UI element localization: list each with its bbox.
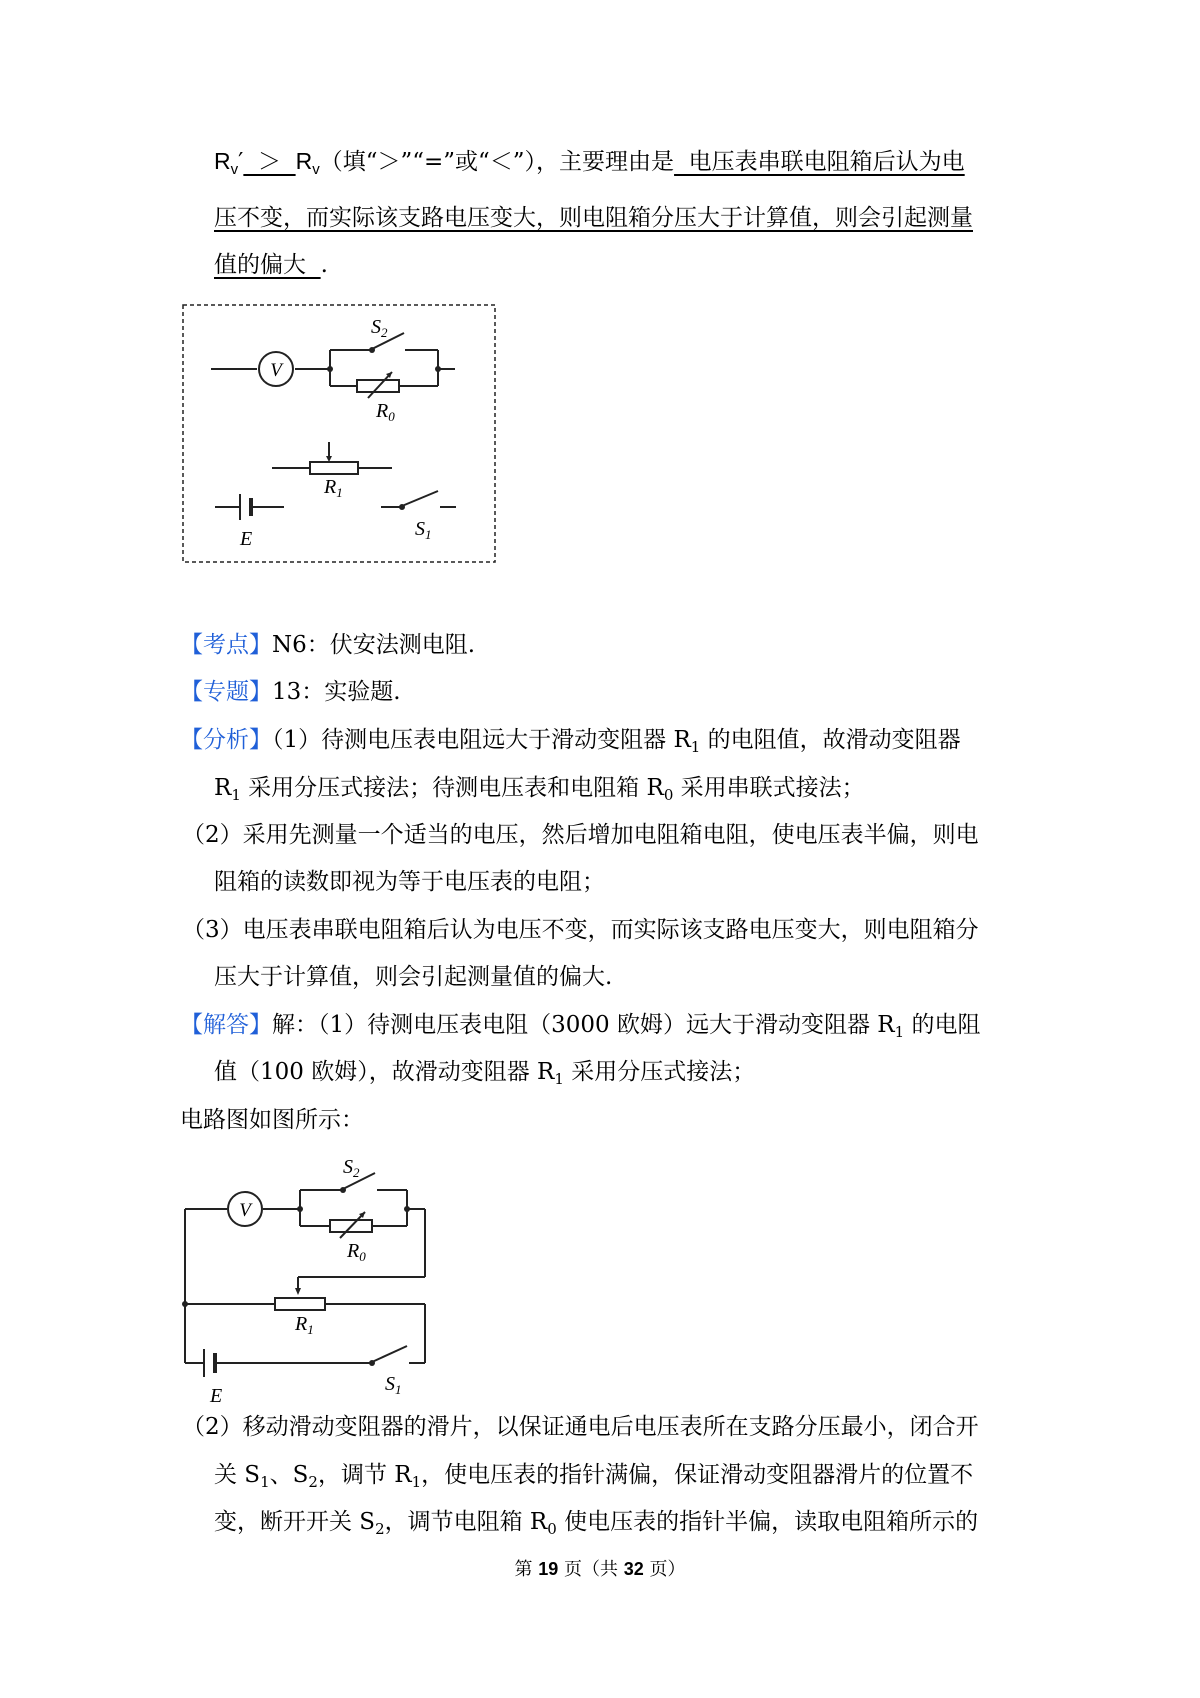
subscript: 0 [663, 786, 674, 804]
label-s1: $S_1$ [385, 1373, 402, 1397]
label-s2: $S_2$ [343, 1156, 360, 1180]
rv-subscript-2: v [312, 161, 320, 178]
label-r1: $R_1$ [324, 476, 343, 500]
switch-s1-blade [372, 1346, 407, 1362]
subscript: 1 [690, 738, 701, 756]
rv-symbol: R [295, 148, 313, 174]
subscript: 1 [411, 1473, 422, 1491]
voltmeter-label: V [239, 1200, 251, 1221]
jieda-line-3: 电路图如图所示： [180, 1107, 364, 1133]
label-r0: $R_0$ [347, 1240, 366, 1264]
jieda-text: 值（100 欧姆），故滑动变阻器 R [214, 1059, 555, 1085]
jieda-tag: 【解答】 [180, 1012, 272, 1038]
zhuanti-tag: 【专题】 [180, 679, 272, 705]
kaodian-tag: 【考点】 [180, 632, 272, 658]
subscript: 2 [308, 1473, 318, 1491]
subscript: 2 [375, 1520, 385, 1538]
label-r0: $R_0$ [376, 400, 395, 424]
fenxi-line-6: 压大于计算值，则会引起测量值的偏大. [214, 964, 613, 990]
footer-text: 第 [514, 1559, 539, 1580]
answer-blank: ＞ [243, 149, 296, 175]
fenxi-tag: 【分析】 [180, 727, 272, 753]
voltmeter-label: V [270, 360, 282, 381]
rheostat-r1 [275, 1298, 325, 1310]
period: . [320, 252, 328, 278]
jieda-text: ，调节 R [317, 1462, 412, 1488]
footer-text: 页（共 [558, 1559, 624, 1580]
jieda-text: 变，断开开关 S [214, 1509, 376, 1535]
jieda-text: ，调节电阻箱 R [384, 1509, 548, 1535]
answer-line-2: 压不变，而实际该支路电压变大，则电阻箱分压大于计算值，则会引起测量 [214, 205, 973, 231]
prime-mark: ′ [238, 149, 244, 175]
fenxi-line-4: 阻箱的读数即视为等于电压表的电阻； [214, 869, 605, 895]
reason-text: 电压表串联电阻箱后认为电 [674, 149, 965, 175]
zhuanti-text: 13：实验题. [272, 679, 401, 705]
jieda-line-6 [214, 1507, 978, 1537]
footer-text: 页） [643, 1559, 686, 1580]
subscript: 1 [894, 1023, 905, 1041]
label-s1: $S_1$ [415, 518, 432, 542]
rv-subscript: v [230, 161, 239, 178]
page-footer [0, 1555, 1200, 1581]
reason-text-end: 值的偏大 [214, 252, 321, 278]
fenxi-line-5: （3）电压表串联电阻箱后认为电压不变，而实际该支路电压变大，则电阻箱分 [182, 917, 979, 943]
jieda-line-4: （2）移动滑动变阻器的滑片，以保证通电后电压表所在支路分压最小，闭合开 [182, 1414, 979, 1440]
subscript: 1 [554, 1070, 564, 1088]
jieda-text: 解：（1）待测电压表电阻（3000 欧姆）远大于滑动变阻器 R [272, 1012, 895, 1038]
jieda-text: ，使电压表的指针满偏，保证滑动变阻器滑片的位置不 [421, 1462, 974, 1488]
jieda-text: 采用分压式接法； [563, 1059, 756, 1085]
jieda-text: 关 S [214, 1462, 261, 1488]
kaodian-text: N6：伏安法测电阻. [272, 632, 476, 658]
fenxi-text: R [214, 775, 232, 801]
fenxi-text: 采用分压式接法；待测电压表和电阻箱 R [240, 775, 664, 801]
label-e: E [240, 528, 253, 550]
fenxi-text: （1）待测电压表电阻远大于滑动变阻器 R [272, 727, 691, 753]
jieda-line-5 [214, 1460, 973, 1490]
fenxi-line-3: （2）采用先测量一个适当的电压，然后增加电阻箱电阻，使电压表半偏，则电 [182, 822, 979, 848]
fenxi-text: 采用串联式接法； [673, 775, 865, 801]
rv-prime-symbol: R [214, 148, 231, 174]
jieda-text: 的电阻 [904, 1012, 981, 1038]
label-r1: $R_1$ [295, 1313, 314, 1337]
jieda-text: 、S [269, 1462, 309, 1488]
label-e: E [210, 1385, 223, 1407]
page-number: 19 [538, 1559, 559, 1579]
jieda-text: 使电压表的指针半偏，读取电阻箱所示的 [556, 1509, 979, 1535]
total-pages: 32 [623, 1559, 644, 1579]
fenxi-text: 的电阻值，故滑动变阻器 [700, 727, 961, 753]
subscript: 1 [260, 1473, 270, 1491]
label-s2: $S_2$ [371, 316, 388, 340]
subscript: 0 [547, 1520, 557, 1538]
fill-instruction: （填“＞”“=”或“＜”），主要理由是 [319, 149, 675, 175]
subscript: 1 [231, 786, 241, 804]
